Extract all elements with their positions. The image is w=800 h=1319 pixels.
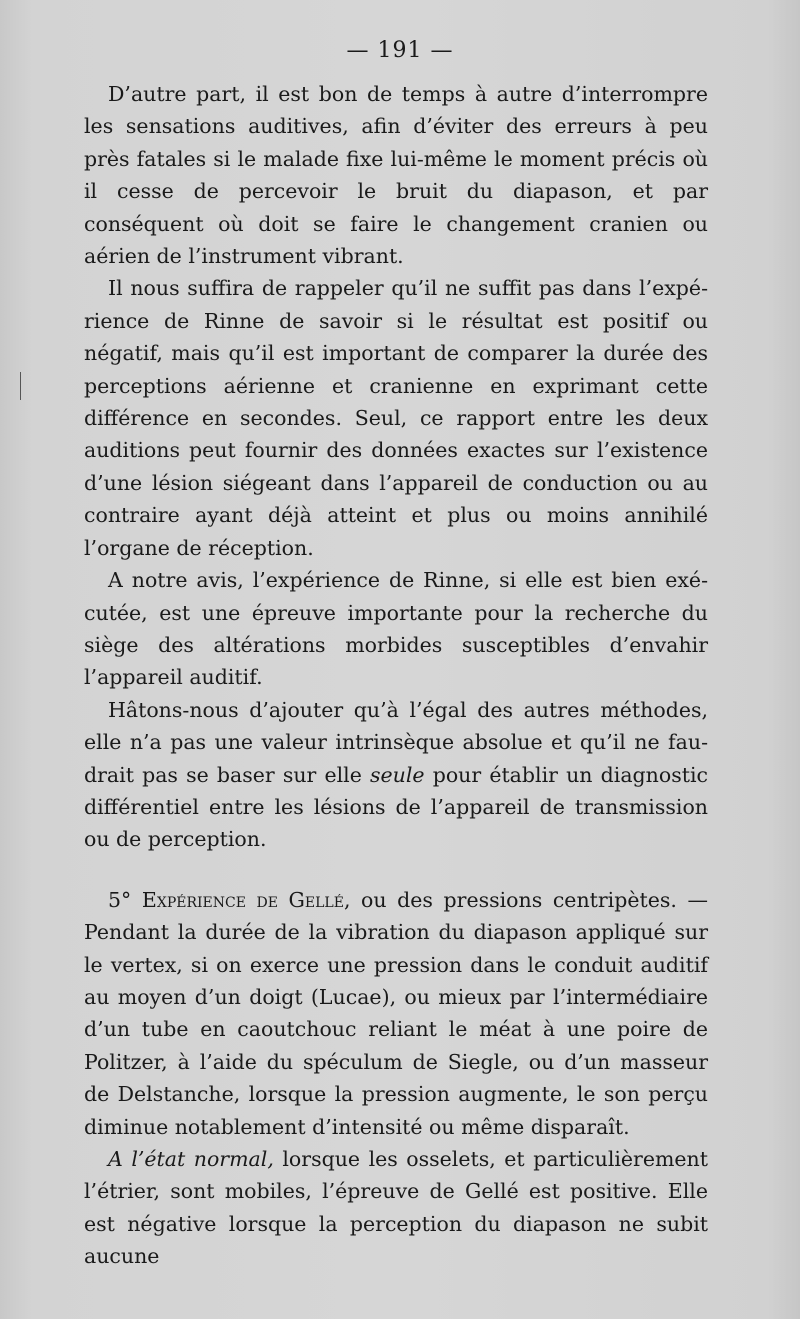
section-gap (84, 856, 708, 884)
paragraph-3: A notre avis, l’expérience de Rinne, si elle est bien exécutée, est une épreuve importante pour la recherche du siège des altérations morbides susceptibles d’envahir l’appareil auditif. (84, 568, 708, 690)
paragraph-4-start: Hâtons-nous d’ajouter qu’à l’égal des autres méthodes, elle n’a pas une valeur intrinsèque absolue et qu’il ne faudrait pas se baser sur elle (84, 697, 708, 787)
paragraph-1: D’autre part, il est bon de temps à autre d’interrompre les sensations auditives, afin d’éviter des erreurs à peu près fatales si le malade fixe lui-même le moment précis où il cesse de percevoir le bruit du diapason, et par conséquent où doit se faire le changement cranien ou aérien de l’instrument vibrant. (84, 82, 708, 269)
page-number: — 191 — (346, 38, 454, 63)
emphasis-etat-normal: A l’état normal, (108, 1147, 274, 1171)
margin-mark (20, 372, 21, 400)
body-text (84, 78, 708, 1273)
emphasis-seule: seule (370, 762, 425, 787)
section-heading: Expérience de Gellé, (141, 887, 351, 912)
paragraph-4 (84, 694, 708, 856)
section-number: 5° (108, 887, 132, 912)
paragraph-2: Il nous suffira de rappeler qu’il ne suffit pas dans l’expérience de Rinne de savoir si le résultat est positif ou négatif, mais qu’il est important de comparer la durée des perceptions aérienne et cranienne en exprimant cette différence en secondes. Seul, ce rapport entre les deux auditions peut fournir des données exactes sur l’existence d’une lésion siégeant dans l’appareil de conduction ou au contraire ayant déjà atteint et plus ou moins annihilé l’organe de réception. (84, 276, 708, 560)
paragraph-5 (84, 884, 708, 1143)
paragraph-6 (84, 1143, 708, 1273)
paragraph-6-text: lorsque les osselets, et particulièrement l’étrier, sont mobiles, l’épreuve de Gellé est positive. Elle est négative lorsque la perception du diapason ne subit aucune (84, 1147, 709, 1269)
paragraph-5-text: ou des pressions centripètes. — Pendant la durée de la vibration du diapason appliqué sur le vertex, si on exerce une pression dans le conduit auditif au moyen d’un doigt (Lucae), ou mieux par l’intermédiaire d’un tube en caoutchouc reliant le méat à une poire de Politzer, à l’aide du spéculum de Siegle, ou d’un masseur de Delstanche, lorsque la pression augmente, le son perçu diminue notablement d’intensité ou même disparaît. (84, 887, 708, 1139)
paragraph-4-end: pour établir un diagnostic différentiel entre les lésions de l’appareil de transmission ou de perception. (84, 762, 708, 852)
